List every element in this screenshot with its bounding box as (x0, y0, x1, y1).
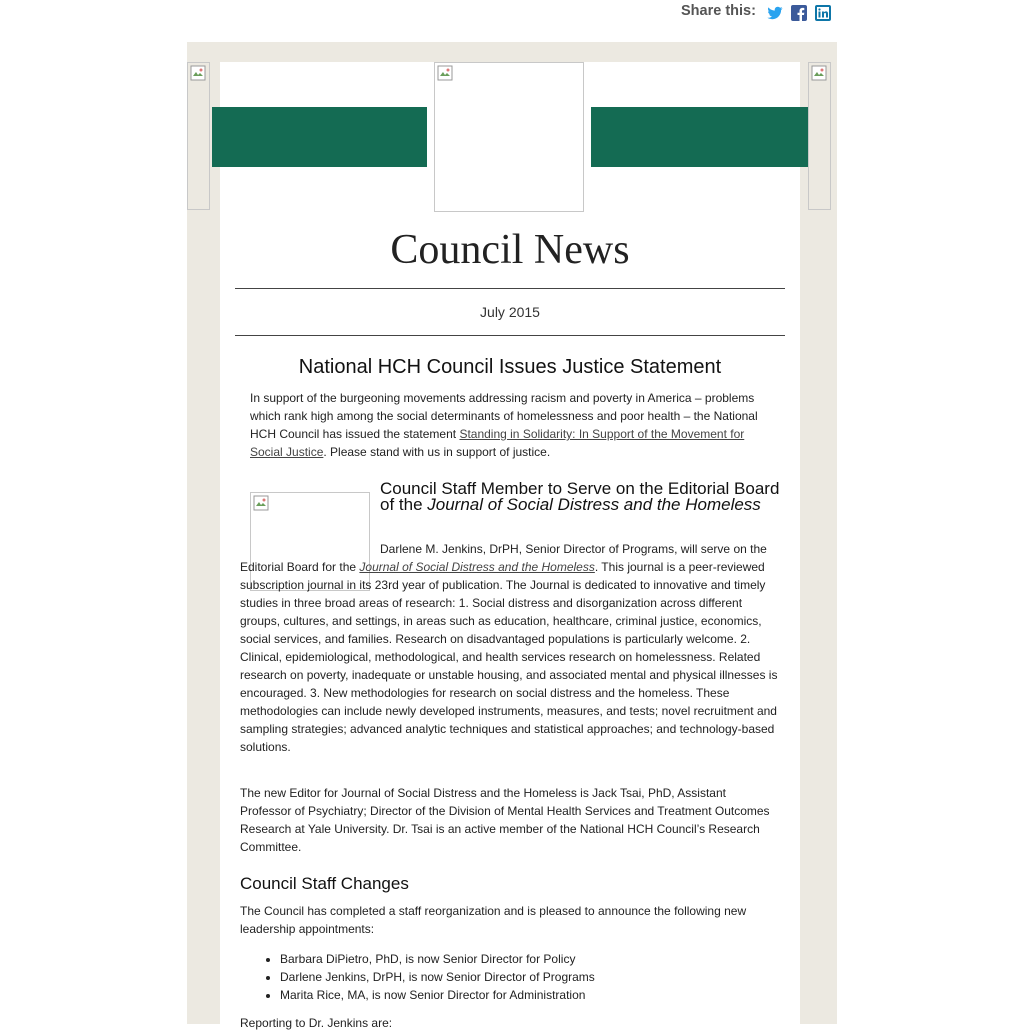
list-item: • Darlene Jenkins, DrPH, is now Senior Director of Programs (280, 968, 595, 986)
page-title: Council News (390, 227, 630, 273)
article-title (380, 481, 780, 513)
article-text: In support of the burgeoning movements addressing racism and poverty in America – problems which rank high among the social determinants of homelessness and poor health – the National HCH Council has issued the statement (250, 391, 758, 441)
issue-date: July 2015 (480, 304, 540, 320)
left-side-image (187, 62, 210, 210)
header-band-right (591, 107, 808, 167)
linkedin-icon[interactable] (815, 5, 831, 21)
statement-link[interactable]: Standing in Solidarity: In Support of the Movement for Social Justice (250, 427, 745, 459)
header-band-left (212, 107, 427, 167)
divider (235, 288, 785, 289)
journal-link[interactable]: Journal of Social Distress and the Homeless (359, 560, 595, 574)
list-item: • Marita Rice, MA, is now Senior Director for Administration (280, 986, 595, 1004)
share-label: Share this: (681, 3, 756, 19)
divider (235, 335, 785, 336)
broken-image-icon (190, 65, 206, 81)
right-side-image (808, 62, 831, 210)
article-text: Darlene M. Jenkins, DrPH, Senior Director of Programs, will serve on the Editorial Board for the (240, 542, 767, 574)
broken-image-icon (811, 65, 827, 81)
list-item: • Barbara DiPietro, PhD, is now Senior Director for Policy (280, 950, 595, 968)
article-body (250, 389, 775, 461)
share-bar (0, 0, 1024, 30)
article-title: Council Staff Changes (240, 874, 409, 893)
article-title-text: Council Staff Member to Serve on the Editorial Board of the (380, 479, 780, 514)
article-body: The new Editor for Journal of Social Distress and the Homeless is Jack Tsai, PhD, Assistant Professor of Psychiatry; Director of the Division of Mental Health Services and Treatment Outcomes Research at Yale University. Dr. Tsai is an active member of the National HCH Council’s Research Committee. (240, 786, 770, 854)
article-body: Reporting to Dr. Jenkins are: (240, 1016, 393, 1030)
facebook-icon[interactable] (791, 5, 807, 21)
article-text: . This journal is a peer-reviewed subscription journal in its 23rd year of publication. The Journal is dedicated to innovative and timely studies in three broad areas of research: 1. Social distress and disorganization across different groups, cultures, and settings, in areas such as education, healthcare, criminal justice, economics, social services, and families. Research on disadvantaged populations is particularly welcome. 2. Clinical, epidemiological, methodological, and health services research on homelessness. Related research on poverty, inadequate or unstable housing, and associated mental and physical illnesses is encouraged. 3. New methodologies for research on social distress and the homeless. These methodologies can include newly developed instruments, measures, and tests; novel recruitment and sampling strategies; advanced analytic techniques and statistical approaches; and technology-based solutions. (240, 560, 778, 754)
broken-image-icon (437, 65, 453, 81)
article-text: . Please stand with us in support of justice. (323, 445, 551, 459)
appointment-list (240, 950, 595, 1004)
journal-title: Journal of Social Distress and the Homeless (427, 495, 761, 514)
article-title: National HCH Council Issues Justice Statement (298, 356, 722, 378)
article-body: The Council has completed a staff reorganization and is pleased to announce the following new leadership appointments: (240, 904, 747, 936)
twitter-icon[interactable] (767, 5, 783, 21)
article-body (240, 540, 780, 756)
logo-image (434, 62, 584, 212)
broken-image-icon (253, 495, 269, 511)
